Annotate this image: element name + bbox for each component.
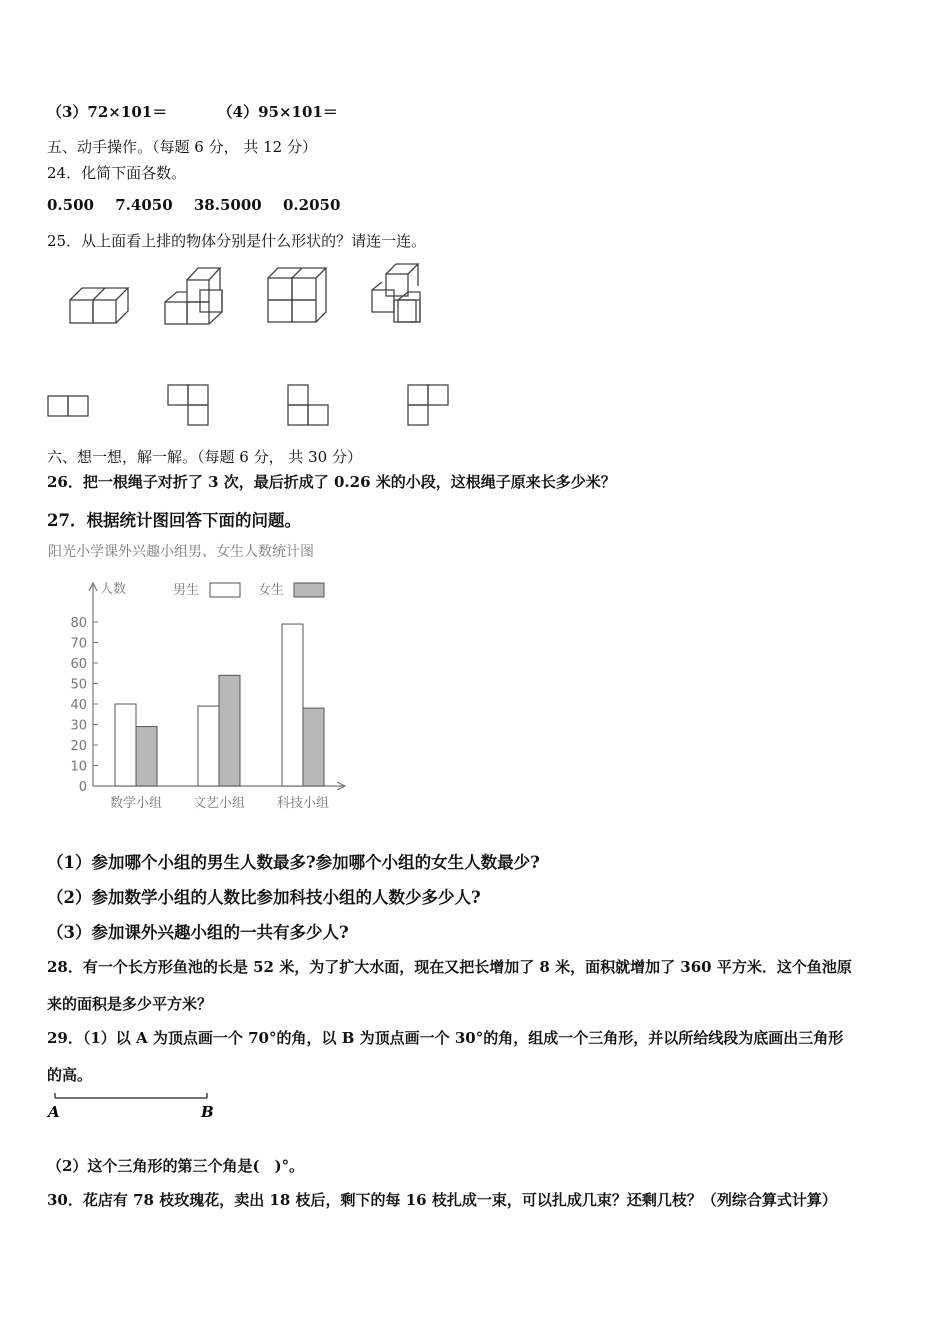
q27-sub1: （1）参加哪个小组的男生人数最多?参加哪个小组的女生人数最少? xyxy=(47,853,540,872)
question-26: 26．把一根绳子对折了 3 次，最后折成了 0.26 米的小段，这根绳子原来长多少米？ xyxy=(47,473,616,491)
chart-title: 阳光小学课外兴趣小组男、女生人数统计图 xyxy=(48,544,314,560)
y-tick-label: 30 xyxy=(70,718,87,734)
question-28-line1: 28．有一个长方形鱼池的长是 52 米，为了扩大水面，现在又把长增加了 8 米，面积就增加了 360 平方米．这个鱼池原 xyxy=(47,958,852,976)
y-tick-label: 0 xyxy=(78,780,87,795)
bar-boys xyxy=(198,706,219,786)
legend-girls-label: 女生 xyxy=(258,583,285,598)
top-views xyxy=(40,383,460,433)
question-27: 27．根据统计图回答下面的问题。 xyxy=(47,511,301,530)
q29-sub2: （2）这个三角形的第三个角是( )°。 xyxy=(47,1157,305,1175)
number-4: 0.2050 xyxy=(282,196,341,214)
question-30: 30．花店有 78 枝玫瑰花，卖出 18 枝后，剩下的每 16 枝扎成一束，可以扎成几束？还剩几枝？（列综合算式计算） xyxy=(47,1191,837,1209)
y-tick-label: 70 xyxy=(70,636,87,652)
number-1: 0.500 xyxy=(47,196,94,214)
view-1 xyxy=(48,396,88,416)
section-6-title: 六、想一想，解一解。（每题 6 分， 共 30 分） xyxy=(47,448,362,466)
q24-numbers xyxy=(47,196,340,214)
question-29-line2: 的高。 xyxy=(47,1066,93,1084)
y-tick-label: 40 xyxy=(70,698,87,713)
object-2 xyxy=(165,268,222,324)
segment-ab xyxy=(45,1090,225,1122)
cube-objects xyxy=(60,260,460,335)
category-label: 数学小组 xyxy=(109,796,163,811)
legend-boys-label: 男生 xyxy=(173,583,200,598)
view-2 xyxy=(168,385,208,425)
y-tick-label: 60 xyxy=(70,657,87,672)
y-tick-label: 10 xyxy=(70,759,87,775)
point-a-label: A xyxy=(48,1103,60,1121)
mult-item-3: （3）72×101＝ xyxy=(47,103,168,121)
bar-boys xyxy=(115,704,136,786)
point-b-label: B xyxy=(201,1103,214,1121)
question-29-line1: 29．（1）以 A 为顶点画一个 70°的角，以 B 为顶点画一个 30°的角，组成一个三角形，并以所给线段为底画出三角形 xyxy=(47,1029,844,1047)
q27-sub2: （2）参加数学小组的人数比参加科技小组的人数少多少人? xyxy=(47,888,481,907)
mult-item-4: （4）95×101＝ xyxy=(217,103,338,121)
legend-girls-swatch xyxy=(294,583,324,597)
q27-sub3: （3）参加课外兴趣小组的一共有多少人? xyxy=(47,923,349,942)
y-tick-label: 80 xyxy=(70,616,87,631)
question-28-line2: 来的面积是多少平方米？ xyxy=(47,995,213,1013)
object-4 xyxy=(372,264,420,322)
section-5-title: 五、动手操作。（每题 6 分， 共 12 分） xyxy=(47,138,317,156)
number-2: 7.4050 xyxy=(115,196,173,214)
bar-girls xyxy=(219,675,240,786)
y-axis-label: 人数 xyxy=(100,582,127,597)
question-24: 24．化简下面各数。 xyxy=(47,164,187,182)
view-4 xyxy=(408,385,448,425)
bar-girls xyxy=(136,727,157,786)
bar-girls xyxy=(303,708,324,786)
category-label: 文艺小组 xyxy=(192,796,246,811)
question-25: 25．从上面看上排的物体分别是什么形状的？请连一连。 xyxy=(47,232,427,250)
bar-boys xyxy=(282,624,303,786)
object-1 xyxy=(70,288,128,323)
bar-chart xyxy=(40,538,380,818)
category-label: 科技小组 xyxy=(276,796,330,811)
y-tick-label: 20 xyxy=(70,739,87,754)
legend-boys-swatch xyxy=(210,583,240,597)
number-3: 38.5000 xyxy=(193,196,262,214)
view-3 xyxy=(288,385,328,425)
multiplication-row xyxy=(47,101,338,122)
object-3 xyxy=(268,268,326,322)
y-tick-label: 50 xyxy=(70,677,87,693)
